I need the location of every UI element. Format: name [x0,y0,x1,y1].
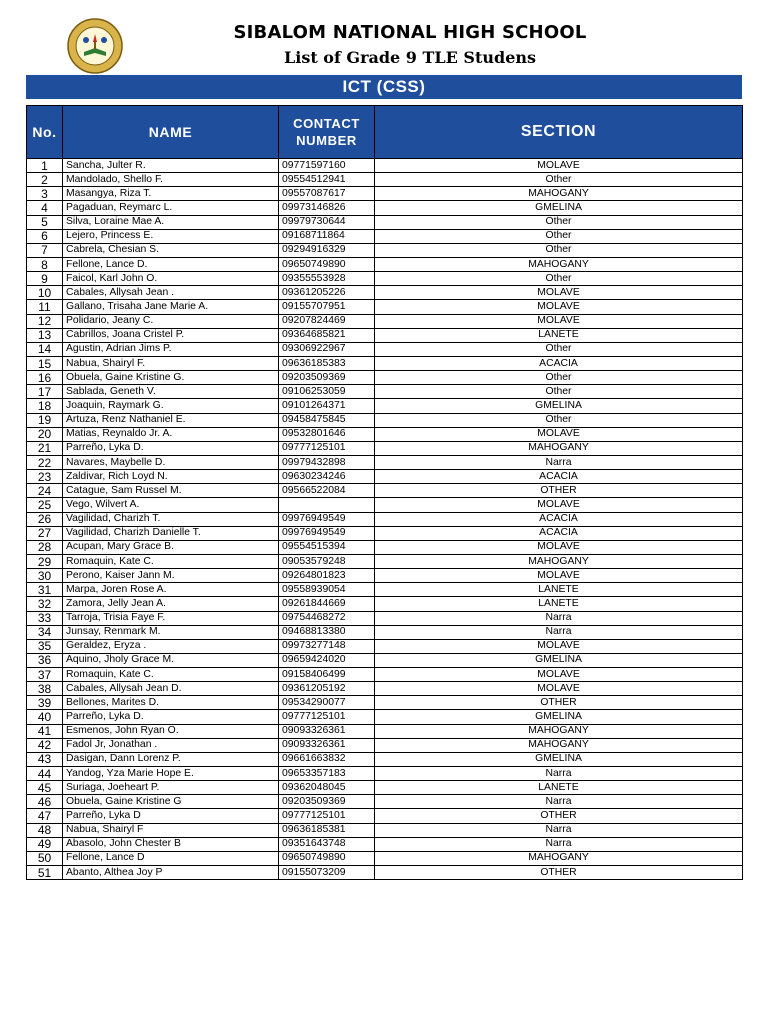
table-row [27,710,743,724]
contact-number: 09534290077 [279,696,375,710]
table-row [27,257,743,271]
row-number: 9 [27,272,63,286]
student-name: Joaquin, Raymark G. [63,399,279,413]
table-row [27,526,743,540]
table-row [27,597,743,611]
row-number: 42 [27,738,63,752]
contact-number: 09777125101 [279,710,375,724]
table-row [27,173,743,187]
row-number: 14 [27,342,63,356]
row-number: 43 [27,752,63,766]
student-name: Lejero, Princess E. [63,229,279,243]
table-row [27,639,743,653]
contact-number: 09355553928 [279,272,375,286]
section: Other [375,371,743,385]
contact-number: 09659424020 [279,653,375,667]
student-name: Bellones, Marites D. [63,696,279,710]
student-name: Yandog, Yza Marie Hope E. [63,767,279,781]
section: MOLAVE [375,682,743,696]
student-name: Parreño, Lyka D. [63,710,279,724]
section: Narra [375,795,743,809]
student-name: Mandolado, Shello F. [63,173,279,187]
table-row [27,385,743,399]
contact-number: 09093326361 [279,724,375,738]
student-name: Nabua, Shairyl F [63,823,279,837]
contact-number: 09636185381 [279,823,375,837]
table-row [27,540,743,554]
section: LANETE [375,328,743,342]
section: GMELINA [375,752,743,766]
student-name: Faicol, Karl John O. [63,272,279,286]
contact-number: 09630234246 [279,470,375,484]
contact-number: 09557087617 [279,187,375,201]
contact-number: 09777125101 [279,441,375,455]
row-number: 16 [27,371,63,385]
section-banner: ICT (CSS) [26,75,742,99]
contact-number: 09653357183 [279,767,375,781]
row-number: 47 [27,809,63,823]
table-row [27,300,743,314]
section: OTHER [375,809,743,823]
section: MOLAVE [375,540,743,554]
student-name: Parreño, Lyka D [63,809,279,823]
contact-number: 09294916329 [279,243,375,257]
section: MOLAVE [375,639,743,653]
student-name: Geraldez, Eryza . [63,639,279,653]
student-name: Vego, Wilvert A. [63,498,279,512]
section: MOLAVE [375,668,743,682]
student-name: Pagaduan, Reymarc L. [63,201,279,215]
row-number: 36 [27,653,63,667]
section: MAHOGANY [375,441,743,455]
row-number: 19 [27,413,63,427]
student-name: Acupan, Mary Grace B. [63,540,279,554]
student-name: Parreño, Lyka D. [63,441,279,455]
contact-number: 09155707951 [279,300,375,314]
table-row [27,286,743,300]
row-number: 44 [27,767,63,781]
table-row [27,752,743,766]
row-number: 31 [27,583,63,597]
section: Narra [375,837,743,851]
table-row [27,470,743,484]
section: ACACIA [375,526,743,540]
student-name: Agustin, Adrian Jims P. [63,342,279,356]
section: MOLAVE [375,427,743,441]
contact-number: 09306922967 [279,342,375,356]
table-row [27,823,743,837]
table-row [27,229,743,243]
contact-number: 09203509369 [279,371,375,385]
student-name: Tarroja, Trisia Faye F. [63,611,279,625]
row-number: 29 [27,554,63,568]
row-number: 40 [27,710,63,724]
table-row [27,215,743,229]
table-row [27,455,743,469]
section: MAHOGANY [375,851,743,865]
student-name: Fellone, Lance D. [63,257,279,271]
contact-number: 09661663832 [279,752,375,766]
row-number: 30 [27,569,63,583]
student-name: Vagilidad, Charizh T. [63,512,279,526]
row-number: 6 [27,229,63,243]
student-table [26,105,742,880]
table-row [27,866,743,880]
row-number: 23 [27,470,63,484]
section: ACACIA [375,470,743,484]
student-name: Zamora, Jelly Jean A. [63,597,279,611]
contact-number: 09532801646 [279,427,375,441]
table-row [27,569,743,583]
contact-number: 09361205226 [279,286,375,300]
contact-number: 09777125101 [279,809,375,823]
table-row [27,625,743,639]
section: GMELINA [375,653,743,667]
row-number: 35 [27,639,63,653]
contact-number: 09362048045 [279,781,375,795]
section: OTHER [375,696,743,710]
contact-number: 09650749890 [279,257,375,271]
row-number: 41 [27,724,63,738]
student-name: Artuza, Renz Nathaniel E. [63,413,279,427]
contact-number: 09650749890 [279,851,375,865]
section: LANETE [375,597,743,611]
section: Narra [375,611,743,625]
row-number: 7 [27,243,63,257]
student-name: Romaquin, Kate C. [63,554,279,568]
contact-number [279,498,375,512]
section: Narra [375,455,743,469]
table-row [27,583,743,597]
section: MAHOGANY [375,554,743,568]
row-number: 18 [27,399,63,413]
contact-number: 09554512941 [279,173,375,187]
section: Other [375,243,743,257]
row-number: 8 [27,257,63,271]
student-name: Navares, Maybelle D. [63,455,279,469]
contact-number: 09976949549 [279,526,375,540]
student-name: Vagilidad, Charizh Danielle T. [63,526,279,540]
contact-number: 09207824469 [279,314,375,328]
row-number: 27 [27,526,63,540]
section: MOLAVE [375,569,743,583]
school-name: SIBALOM NATIONAL HIGH SCHOOL [233,22,587,43]
row-number: 17 [27,385,63,399]
table-row [27,837,743,851]
section: OTHER [375,866,743,880]
section: ACACIA [375,512,743,526]
contact-number: 09976949549 [279,512,375,526]
row-number: 22 [27,455,63,469]
student-name: Cabrela, Chesian S. [63,243,279,257]
student-name: Fellone, Lance D [63,851,279,865]
contact-number: 09973277148 [279,639,375,653]
contact-number: 09155073209 [279,866,375,880]
section: MOLAVE [375,498,743,512]
column-header-contact [279,106,375,159]
contact-number: 09106253059 [279,385,375,399]
student-name: Nabua, Shairyl F. [63,356,279,370]
section: MOLAVE [375,159,743,173]
contact-number: 09979730644 [279,215,375,229]
column-header-no: No. [27,106,63,159]
contact-number: 09468813380 [279,625,375,639]
student-name: Silva, Loraine Mae A. [63,215,279,229]
contact-number: 09053579248 [279,554,375,568]
contact-number: 09203509369 [279,795,375,809]
row-number: 48 [27,823,63,837]
contact-number: 09093326361 [279,738,375,752]
student-name: Cabales, Allysah Jean . [63,286,279,300]
table-row [27,371,743,385]
table-row [27,314,743,328]
student-name: Marpa, Joren Rose A. [63,583,279,597]
table-row [27,201,743,215]
contact-number: 09554515394 [279,540,375,554]
row-number: 10 [27,286,63,300]
row-number: 24 [27,484,63,498]
table-row [27,272,743,286]
contact-number: 09636185383 [279,356,375,370]
table-row [27,724,743,738]
row-number: 38 [27,682,63,696]
table-row [27,342,743,356]
row-number: 34 [27,625,63,639]
student-name: Perono, Kaiser Jann M. [63,569,279,583]
student-name: Suriaga, Joeheart P. [63,781,279,795]
section: MAHOGANY [375,738,743,752]
table-row [27,512,743,526]
section: Other [375,173,743,187]
section: GMELINA [375,710,743,724]
student-name: Sancha, Julter R. [63,159,279,173]
section: Narra [375,767,743,781]
section: MOLAVE [375,286,743,300]
student-name: Polidario, Jeany C. [63,314,279,328]
contact-number: 09973146826 [279,201,375,215]
section: Other [375,342,743,356]
column-header-section: SECTION [375,106,743,159]
row-number: 5 [27,215,63,229]
row-number: 51 [27,866,63,880]
column-header-contact-label: CONTACT NUMBER [293,116,360,148]
section: MAHOGANY [375,724,743,738]
table-row [27,653,743,667]
row-number: 20 [27,427,63,441]
section: Other [375,272,743,286]
section: Narra [375,625,743,639]
section: Narra [375,823,743,837]
section: LANETE [375,781,743,795]
row-number: 1 [27,159,63,173]
row-number: 49 [27,837,63,851]
row-number: 50 [27,851,63,865]
student-name: Sablada, Geneth V. [63,385,279,399]
table-body [27,159,743,880]
section: LANETE [375,583,743,597]
table-row [27,738,743,752]
row-number: 2 [27,173,63,187]
row-number: 32 [27,597,63,611]
table-row [27,427,743,441]
table-row [27,781,743,795]
section: GMELINA [375,399,743,413]
table-row [27,696,743,710]
contact-number: 09458475845 [279,413,375,427]
row-number: 45 [27,781,63,795]
student-name: Zaldivar, Rich Loyd N. [63,470,279,484]
section: GMELINA [375,201,743,215]
row-number: 39 [27,696,63,710]
table-header-row [27,106,743,159]
student-name: Aquino, Jholy Grace M. [63,653,279,667]
table-row [27,682,743,696]
section: ACACIA [375,356,743,370]
row-number: 33 [27,611,63,625]
table-row [27,356,743,370]
contact-number: 09158406499 [279,668,375,682]
section: Other [375,215,743,229]
row-number: 3 [27,187,63,201]
student-name: Gallano, Trisaha Jane Marie A. [63,300,279,314]
student-name: Matias, Reynaldo Jr. A. [63,427,279,441]
student-name: Romaquin, Kate C. [63,668,279,682]
student-name: Junsay, Renmark M. [63,625,279,639]
contact-number: 09101264371 [279,399,375,413]
section: MOLAVE [375,314,743,328]
row-number: 4 [27,201,63,215]
student-name: Obuela, Gaine Kristine G [63,795,279,809]
row-number: 12 [27,314,63,328]
row-number: 21 [27,441,63,455]
row-number: 25 [27,498,63,512]
table-row [27,767,743,781]
row-number: 13 [27,328,63,342]
student-name: Fadol Jr, Jonathan . [63,738,279,752]
student-name: Abanto, Althea Joy P [63,866,279,880]
contact-number: 09364685821 [279,328,375,342]
list-title: List of Grade 9 TLE Studens [283,48,537,67]
student-name: Abasolo, John Chester B [63,837,279,851]
table-row [27,243,743,257]
row-number: 15 [27,356,63,370]
table-row [27,484,743,498]
contact-number: 09566522084 [279,484,375,498]
table-row [27,399,743,413]
contact-number: 09261844669 [279,597,375,611]
contact-number: 09264801823 [279,569,375,583]
row-number: 26 [27,512,63,526]
contact-number: 09168711864 [279,229,375,243]
contact-number: 09979432898 [279,455,375,469]
contact-number: 09361205192 [279,682,375,696]
contact-number: 09754468272 [279,611,375,625]
contact-number: 09771597160 [279,159,375,173]
table-row [27,498,743,512]
row-number: 37 [27,668,63,682]
table-row [27,668,743,682]
student-name: Esmenos, John Ryan O. [63,724,279,738]
school-logo [62,18,128,74]
table-row [27,851,743,865]
section: Other [375,385,743,399]
student-name: Dasigan, Dann Lorenz P. [63,752,279,766]
row-number: 28 [27,540,63,554]
column-header-name: NAME [63,106,279,159]
section: MAHOGANY [375,187,743,201]
section: MAHOGANY [375,257,743,271]
student-name: Obuela, Gaine Kristine G. [63,371,279,385]
student-name: Cabrillos, Joana Cristel P. [63,328,279,342]
contact-number: 09558939054 [279,583,375,597]
table-row [27,159,743,173]
table-row [27,809,743,823]
section: OTHER [375,484,743,498]
student-name: Masangya, Riza T. [63,187,279,201]
row-number: 11 [27,300,63,314]
contact-number: 09351643748 [279,837,375,851]
student-name: Catague, Sam Russel M. [63,484,279,498]
section: Other [375,413,743,427]
row-number: 46 [27,795,63,809]
section: MOLAVE [375,300,743,314]
section: Other [375,229,743,243]
table-row [27,554,743,568]
table-row [27,413,743,427]
table-row [27,795,743,809]
table-row [27,441,743,455]
student-name: Cabales, Allysah Jean D. [63,682,279,696]
table-row [27,328,743,342]
table-row [27,611,743,625]
table-row [27,187,743,201]
